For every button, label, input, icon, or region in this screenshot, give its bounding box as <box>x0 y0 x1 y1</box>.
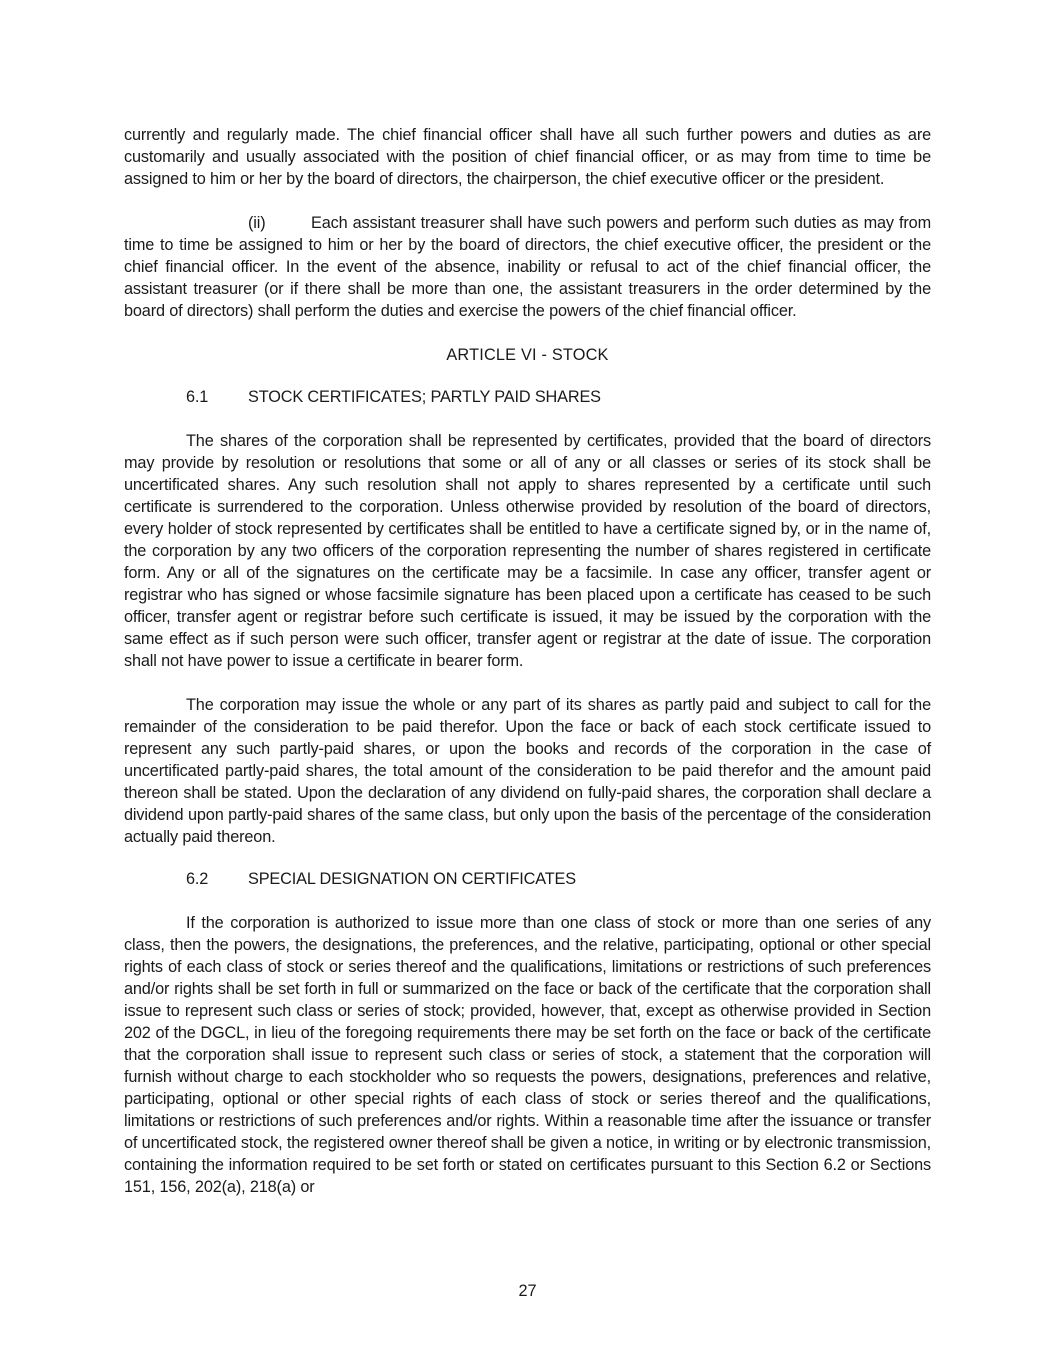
page-number: 27 <box>518 1282 537 1300</box>
assistant-treasurer-paragraph <box>124 212 931 322</box>
section-6-2-paragraph-1: If the corporation is authorized to issue more than one class of stock or more than one series of any class, then the powers, the designations, the preferences, and the relative, participating, optional or other special rights of each class of stock or series thereof and the qualifications, limitations or restrictions of such preferences and/or rights shall be set forth in full or summarized on the face or back of the certificate that the corporation shall issue to represent such class or series of stock; provided, however, that, except as otherwise provided in Section 202 of the DGCL, in lieu of the foregoing requirements there may be set forth on the face or back of the certificate that the corporation shall issue to represent such class or series of stock, a statement that the corporation will furnish without charge to each stockholder who so requests the powers, designations, preferences and relative, participating, optional or other special rights of each class of stock or series thereof and the qualifications, limitations or restrictions of such preferences and/or rights. Within a reasonable time after the issuance or transfer of uncertificated stock, the registered owner thereof shall be given a notice, in writing or by electronic transmission, containing the information required to be set forth or stated on certificates pursuant to this Section 6.2 or Sections 151, 156, 202(a), 218(a) or <box>124 914 931 1196</box>
assistant-treasurer-text: Each assistant treasurer shall have such powers and perform such duties as may from time to time be assigned to him or her by the board of directors, the chief executive officer, the president or the chief financial officer. In the event of the absence, inability or refusal to act of the chief financial officer, the assistant treasurer (or if there shall be more than one, the assistant treasurers in the order determined by the board of directors) shall perform the duties and exercise the powers of the chief financial officer. <box>124 214 931 320</box>
article-heading: ARTICLE VI - STOCK <box>446 346 609 364</box>
section-number: 6.2 <box>186 870 209 888</box>
section-title: STOCK CERTIFICATES; PARTLY PAID SHARES <box>248 388 601 406</box>
section-6-1-heading <box>186 386 931 408</box>
document-page <box>124 124 931 1198</box>
cfo-continued-paragraph: currently and regularly made. The chief financial officer shall have all such further powers and duties as are customarily and usually associated with the position of chief financial officer, or as may from time to time be assigned to him or her by the board of directors, the chairperson, the chief executive officer or the president. <box>124 126 931 188</box>
subsection-number: (ii) <box>248 214 266 232</box>
section-6-1-paragraph-1: The shares of the corporation shall be represented by certificates, provided that the board of directors may provide by resolution or resolutions that some or all of any or all classes or series of its stock shall be uncertificated shares. Any such resolution shall not apply to shares represented by a certificate until such certificate is surrendered to the corporation. Unless otherwise provided by resolution of the board of directors, every holder of stock represented by certificates shall be entitled to have a certificate signed by, or in the name of, the corporation by any two officers of the corporation representing the number of shares registered in certificate form. Any or all of the signatures on the certificate may be a facsimile. In case any officer, transfer agent or registrar who has signed or whose facsimile signature has been placed upon a certificate has ceased to be such officer, transfer agent or registrar before such certificate is issued, it may be issued by the corporation with the same effect as if such person were such officer, transfer agent or registrar at the date of issue. The corporation shall not have power to issue a certificate in bearer form. <box>124 432 931 670</box>
section-6-2-heading <box>186 868 931 890</box>
section-number: 6.1 <box>186 388 209 406</box>
section-title: SPECIAL DESIGNATION ON CERTIFICATES <box>248 870 576 888</box>
section-6-1-paragraph-2: The corporation may issue the whole or any part of its shares as partly paid and subject to call for the remainder of the consideration to be paid therefor. Upon the face or back of each stock certificate issued to represent any such partly-paid shares, or upon the books and records of the corporation in the case of uncertificated partly-paid shares, the total amount of the consideration to be paid therefor and the amount paid thereon shall be stated. Upon the declaration of any dividend on fully-paid shares, the corporation shall declare a dividend upon partly-paid shares of the same class, but only upon the basis of the percentage of the consideration actually paid thereon. <box>124 696 931 846</box>
